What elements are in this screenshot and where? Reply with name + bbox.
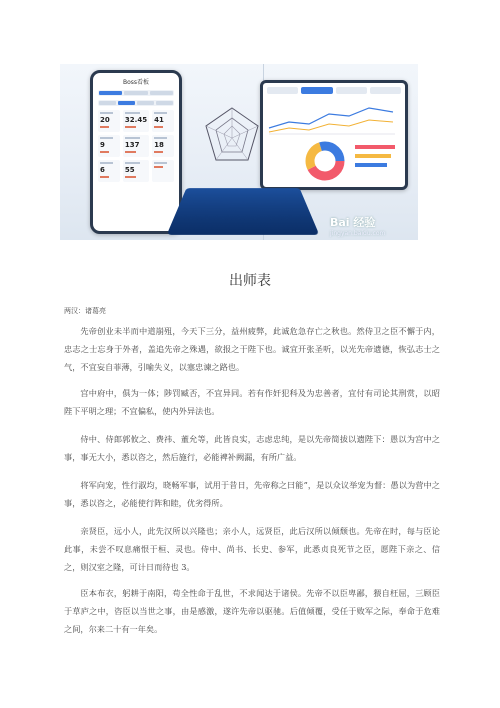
hero-image — [60, 64, 418, 240]
phone-mockup — [90, 70, 182, 234]
phone-metric-grid — [98, 110, 174, 182]
metric-cell: 41 — [152, 110, 174, 132]
metric-cell: 6 — [98, 160, 120, 182]
paragraph-5: 亲贤臣，远小人，此先汉所以兴隆也；亲小人，远贤臣，此后汉所以倾颓也。先帝在时，每与臣论此事，未尝不叹息痛恨于桓、灵也。侍中、尚书、长史、参军，此悉贞良死节之臣，愿陛下亲之、信之，则汉室之隆，可计日而待也 3。 — [64, 526, 440, 572]
paragraph-3: 侍中、侍郎郭攸之、费祎、董允等，此皆良实，志虑忠纯，是以先帝简拔以遗陛下：愚以为宫中之事，事无大小，悉以咨之，然后施行，必能裨补阙漏，有所广益。 — [64, 434, 440, 462]
metric-cell: 137 — [123, 135, 149, 157]
laptop-donut-chart — [303, 139, 347, 183]
metric-cell: 18 — [152, 135, 174, 157]
metric-cell: 32.45 — [123, 110, 149, 132]
platform-graphic — [167, 188, 320, 235]
document-author: 两汉：诸葛亮 — [64, 307, 106, 315]
laptop-tab-bar — [267, 87, 401, 94]
paragraph-4: 将军向宠，性行淑均，晓畅军事，试用于昔日，先帝称之曰能”，是以众议举宠为督：愚以为营中之事，悉以咨之，必能使行阵和睦，优劣得所。 — [64, 480, 440, 508]
paragraph-6: 臣本布衣，躬耕于南阳，苟全性命于乱世，不求闻达于诸侯。先帝不以臣卑鄙，猥自枉屈，三顾臣于草庐之中，咨臣以当世之事，由是感激，遂许先帝以驱驰。后值倾覆，受任于败军之际，奉命于危难之间，尔来二十有一年矣。 — [64, 588, 440, 634]
document-title: 出师表 — [229, 273, 271, 289]
metric-cell: 9 — [98, 135, 120, 157]
phone-filter-bar — [98, 100, 174, 106]
laptop-mockup — [260, 80, 408, 190]
phone-tab-bar — [98, 90, 174, 96]
metric-cell — [152, 160, 174, 182]
laptop-legend — [355, 145, 401, 167]
phone-app-title: Boss看板 — [122, 79, 150, 86]
metric-cell: 20 — [98, 110, 120, 132]
watermark-logo: Bai 经验 jingyan.baidu.com — [330, 216, 386, 237]
laptop-line-chart — [263, 98, 401, 138]
radar-chart-graphic — [200, 104, 264, 168]
metric-cell: 55 — [123, 160, 149, 182]
paragraph-2: 宫中府中，俱为一体；陟罚臧否，不宜异同。若有作奸犯科及为忠善者，宜付有司论其刑赏，以昭陛下平明之理；不宜偏私，使内外异法也。 — [64, 388, 440, 416]
paragraph-1: 先帝创业未半而中道崩殂，今天下三分，益州疲弊，此诚危急存亡之秋也。然侍卫之臣不懈于内，忠志之士忘身于外者，盖追先帝之殊遇，欲报之于陛下也。诚宜开张圣听，以光先帝遗德，恢弘志士之气，不宜妄自菲薄，引喻失义，以塞忠谏之路也。 — [64, 326, 440, 372]
